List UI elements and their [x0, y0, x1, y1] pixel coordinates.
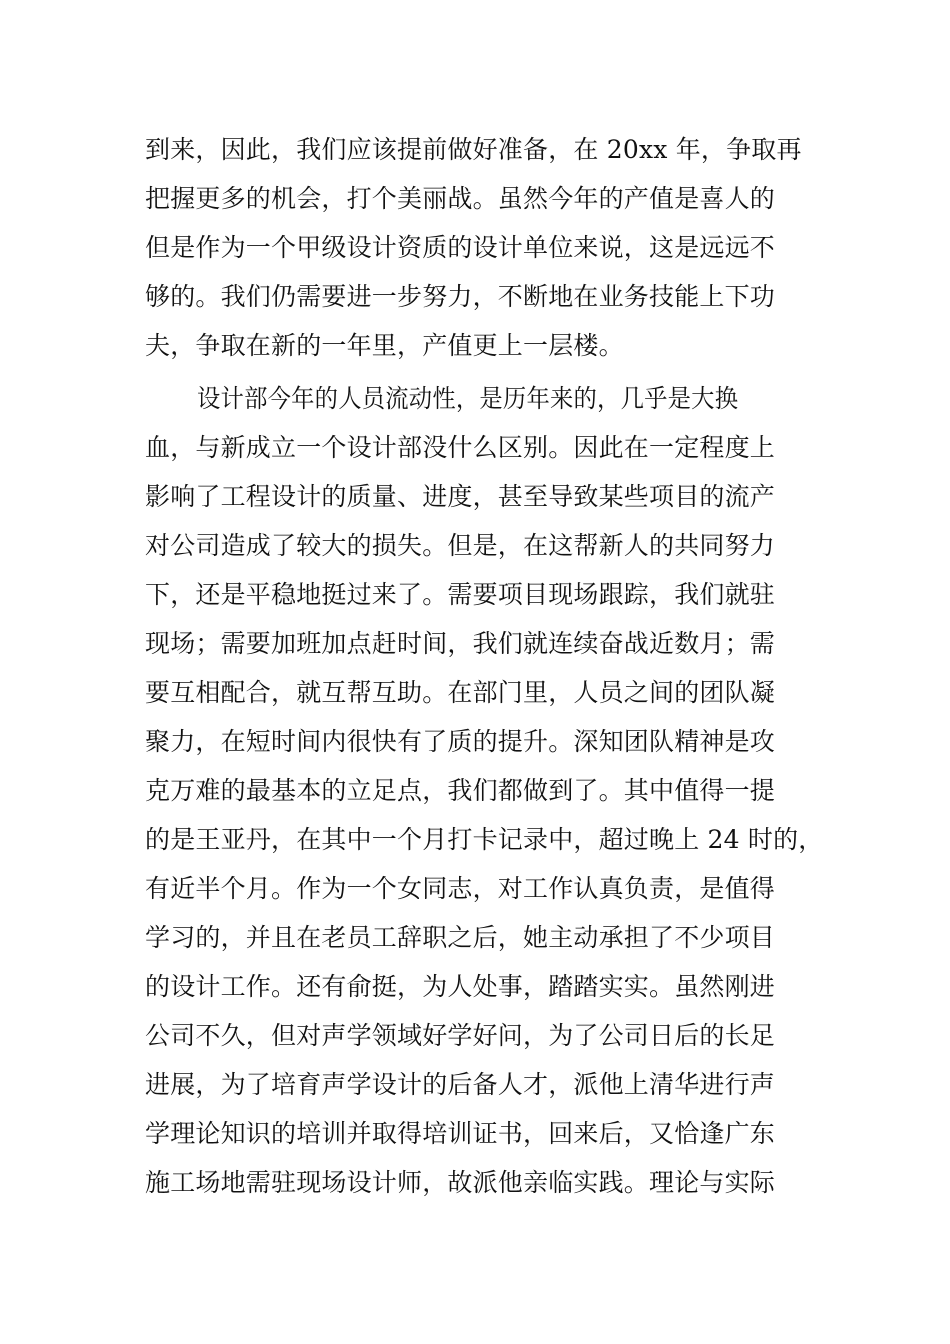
text-line-7: 血，与新成立一个设计部没什么区别。因此在一定程度上: [145, 433, 776, 462]
text-line-11: 现场；需要加班加点赶时间，我们就连续奋战近数月；需: [145, 629, 776, 658]
text-line-14: 克万难的最基本的立足点，我们都做到了。其中值得一提: [145, 776, 776, 805]
text-line-8: 影响了工程设计的质量、进度，甚至导致某些项目的流产: [145, 482, 776, 511]
text-line-21: 学理论知识的培训并取得培训证书，回来后，又恰逢广东: [145, 1119, 776, 1148]
text-line-5: 夫，争取在新的一年里，产值更上一层楼。: [145, 331, 624, 360]
text-line-15: 的是王亚丹，在其中一个月打卡记录中，超过晚上 24 时的，: [145, 825, 824, 854]
text-line-13: 聚力，在短时间内很快有了质的提升。深知团队精神是攻: [145, 727, 776, 756]
text-line-10: 下，还是平稳地挺过来了。需要项目现场跟踪，我们就驻: [145, 580, 776, 609]
text-line-4: 够的。我们仍需要进一步努力，不断地在业务技能上下功: [145, 282, 776, 311]
text-line-3: 但是作为一个甲级设计资质的设计单位来说，这是远远不: [145, 233, 776, 262]
text-line-18: 的设计工作。还有俞挺，为人处事，踏踏实实。虽然刚进: [145, 972, 776, 1001]
text-line-9: 对公司造成了较大的损失。但是，在这帮新人的共同努力: [145, 531, 776, 560]
text-line-20: 进展，为了培育声学设计的后备人才，派他上清华进行声: [145, 1070, 776, 1099]
text-line-2: 把握更多的机会，打个美丽战。虽然今年的产值是喜人的: [145, 184, 776, 213]
text-line-16: 有近半个月。作为一个女同志，对工作认真负责，是值得: [145, 874, 776, 903]
text-line-12: 要互相配合，就互帮互助。在部门里，人员之间的团队凝: [145, 678, 776, 707]
text-line-1: 到来，因此，我们应该提前做好准备，在 20xx 年，争取再: [145, 135, 802, 164]
text-line-17: 学习的，并且在老员工辞职之后，她主动承担了不少项目: [145, 923, 776, 952]
text-line-19: 公司不久，但对声学领域好学好问，为了公司日后的长足: [145, 1021, 776, 1050]
text-line-6-paragraph-start: 设计部今年的人员流动性，是历年来的，几乎是大换: [197, 384, 739, 413]
text-line-22: 施工场地需驻现场设计师，故派他亲临实践。理论与实际: [145, 1168, 776, 1197]
